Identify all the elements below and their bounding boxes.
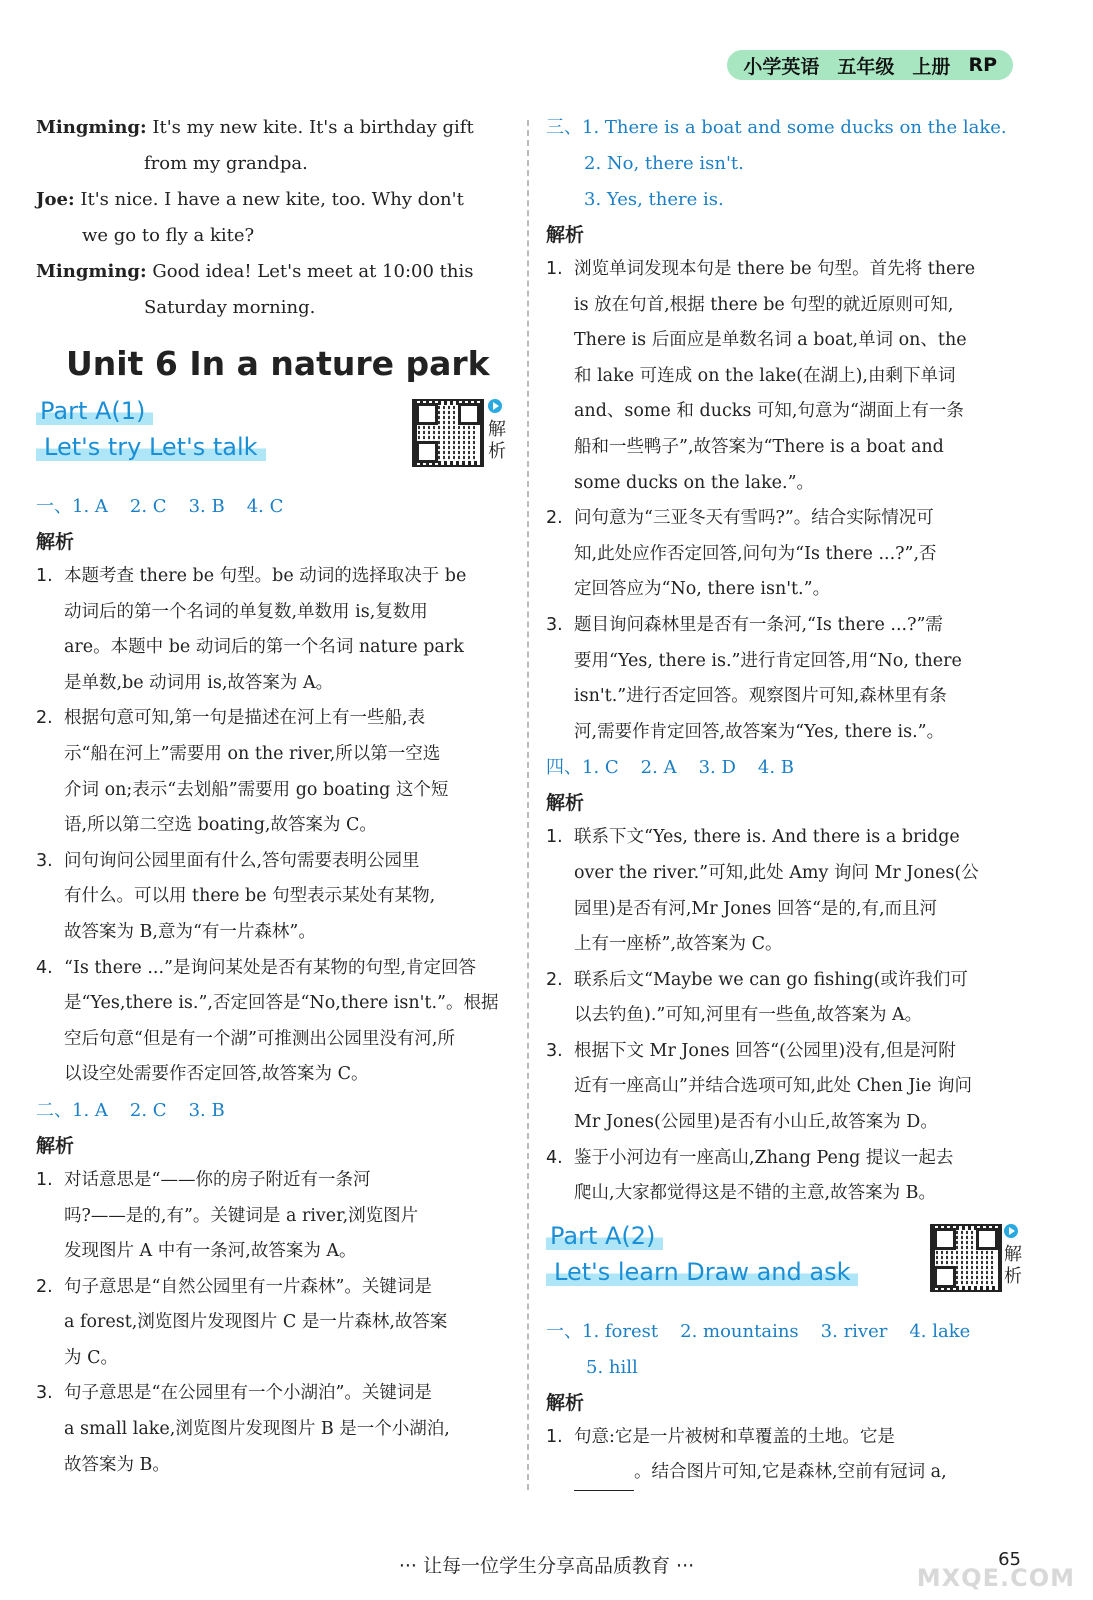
list-item: 2. 句子意思是“自然公园里有一片森林”。关键词是 a forest,浏览图片发现图片 C 是一片森林,故答案 为 C。 (36, 1276, 448, 1368)
list-item: 4. 鉴于小河边有一座高山,Zhang Peng 提议一起去 爬山,大家都觉得这是不错的主意,故答案为 B。 (546, 1147, 954, 1204)
part-subtitle: Let's learn Draw and ask (546, 1258, 858, 1286)
right-column (546, 110, 1024, 1491)
list-item: 4. “Is there ...”是询问某处是否有某物的句型,肯定回答 是“Yes,there is.”,否定回答是“No,there isn't.”。根据 空后句意“但是有一个湖”可推测出公园里没有河,所 以设空处需要作否定回答,故答案为 C。 (36, 957, 499, 1085)
header-grade: 五年级 (837, 55, 895, 78)
part-header (36, 397, 516, 489)
part-label: Part A(2) (546, 1222, 663, 1250)
list-item: 3. 题目询问森林里是否有一条河,“Is there ...?”需 要用“Yes, there is.”进行肯定回答,用“No, there isn't.”进行否定回答。观察图片可知,森林里有条 河,需要作肯定回答,故答案为“Yes, there is.”。 (546, 614, 962, 742)
answers-section-2: 二、1. A 2. C 3. B (36, 1099, 225, 1121)
speaker: Mingming: (36, 261, 147, 282)
speaker: Joe: (36, 189, 75, 210)
play-icon (488, 399, 502, 413)
fill-blank (574, 1470, 634, 1491)
answers-section-4: 四、1. C 2. A 3. D 4. B (546, 757, 795, 779)
part-header (546, 1222, 1024, 1314)
analysis-heading: 解析 (36, 1134, 75, 1157)
analysis-heading: 解析 (546, 792, 585, 815)
header-edition: RP (968, 54, 997, 76)
analysis-heading: 解析 (36, 531, 75, 553)
header-subject: 小学英语 (743, 55, 820, 78)
page-number: 65 (998, 1549, 1021, 1570)
answer-line: 3. Yes, there is. (584, 189, 724, 210)
dialogue-cont: Saturday morning. (144, 297, 316, 318)
list-item: 2. 联系后文“Maybe we can go fishing(或许我们可 以去钓鱼).”可知,河里有一些鱼,故答案为 A。 (546, 969, 968, 1026)
list-item: 2. 根据句意可知,第一句是描述在河上有一些船,表 示“船在河上”需要用 on the river,所以第一空选 介词 on;表示“去划船”需要用 go boating 这个短 语,所以第二空选 boating,故答案为 C。 (36, 708, 449, 836)
unit-title: Unit 6 In a nature park (66, 344, 490, 383)
analysis-heading: 解析 (546, 224, 585, 246)
list-item: 3. 句子意思是“在公园里有一个小湖泊”。关键词是 a small lake,浏览图片发现图片 B 是一个小湖泊, 故答案为 B。 (36, 1383, 450, 1475)
dialogue-text: It's nice. I have a new kite, too. Why don't (80, 189, 464, 210)
analysis-heading: 解析 (546, 1391, 585, 1414)
answer-line: 2. No, there isn't. (584, 153, 744, 174)
analysis-list-4 (546, 820, 1024, 1212)
list-item: 1. 对话意思是“——你的房子附近有一条河 吗?——是的,有”。关键词是 a river,浏览图片 发现图片 A 中有一条河,故答案为 A。 (36, 1169, 419, 1262)
dialogue-line (36, 254, 516, 290)
play-icon (1004, 1224, 1018, 1238)
part-subtitle: Let's try Let's talk (36, 433, 266, 461)
part-label: Part A(1) (36, 397, 153, 425)
list-item: 1. 本题考查 there be 句型。be 动词的选择取决于 be 动词后的第一个名词的单复数,单数用 is,复数用 are。本题中 be 动词后的第一个名词 nature park 是单数,be 动词用 is,故答案为 A。 (36, 566, 467, 693)
speaker: Mingming: (36, 117, 147, 138)
list-item: 1. 浏览单词发现本句是 there be 句型。首先将 there is 放在句首,根据 there be 句型的就近原则可知, There is 后面应是单数名词 a boat,单词 on、the 和 lake 可连成 on the lake(在湖上),由剩下单词 and、some 和 ducks 可知,句意为“湖面上有一条 船和一些鸭子”,故答案为“There is a boat and some ducks on the lake.”。 (546, 259, 976, 493)
answer-line: 5. hill (586, 1356, 638, 1378)
dialogue-cont: from my grandpa. (144, 153, 308, 174)
analysis-list-1 (36, 559, 516, 1093)
qr-code-icon[interactable] (412, 399, 484, 467)
list-item: 3. 问句询问公园里面有什么,答句需要表明公园里 有什么。可以用 there be 句型表示某处有某物, 故答案为 B,意为“有一片森林”。 (36, 850, 436, 942)
dialogue-line (36, 182, 516, 218)
column-divider (527, 120, 529, 1490)
answers-section-5: 一、1. forest 2. mountains 3. river 4. lake (546, 1320, 971, 1342)
answers-section-1: 一、1. A 2. C 3. B 4. C (36, 496, 284, 517)
list-item: 3. 根据下文 Mr Jones 回答“(公园里)没有,但是河附 近有一座高山”并结合选项可知,此处 Chen Jie 询问 Mr Jones(公园里)是否有小山丘,故答案为 D。 (546, 1040, 972, 1133)
dialogue-line (36, 110, 516, 146)
qr-label: 解 析 (488, 397, 508, 463)
dialogue (36, 110, 516, 326)
qr-label: 解 析 (1004, 1222, 1024, 1288)
list-item: 1. 句意:它是一片被树和草覆盖的土地。它是 。结合图片可知,它是森林,空前有冠词 a, (546, 1420, 1024, 1491)
answers-section-3: 三、1. There is a boat and some ducks on the lake. (546, 117, 1007, 138)
list-item: 1. 联系下文“Yes, there is. And there is a bridge over the river.”可知,此处 Amy 询问 Mr Jones(公 园里)是否有河,Mr Jones 回答“是的,有,而且河 上有一座桥”,故答案为 C。 (546, 827, 979, 955)
dialogue-text: It's my new kite. It's a birthday gift (152, 117, 474, 138)
footer-slogan: ··· 让每一位学生分享高品质教育 ··· (398, 1555, 695, 1577)
list-item: 2. 问句意为“三亚冬天有雪吗?”。结合实际情况可 知,此处应作否定回答,问句为“Is there ...?”,否 定回答应为“No, there isn't.”。 (546, 508, 937, 600)
dialogue-text: Good idea! Let's meet at 10:00 this (152, 261, 474, 282)
dialogue-cont: we go to fly a kite? (82, 225, 255, 246)
analysis-list-3 (546, 252, 1024, 750)
left-column (36, 110, 516, 1483)
header-volume: 上册 (912, 55, 951, 78)
header-tag (727, 50, 1013, 80)
watermark-logo: MXQE.COM (916, 1564, 1075, 1592)
analysis-list-2 (36, 1163, 516, 1483)
qr-code-icon[interactable] (930, 1224, 1002, 1292)
